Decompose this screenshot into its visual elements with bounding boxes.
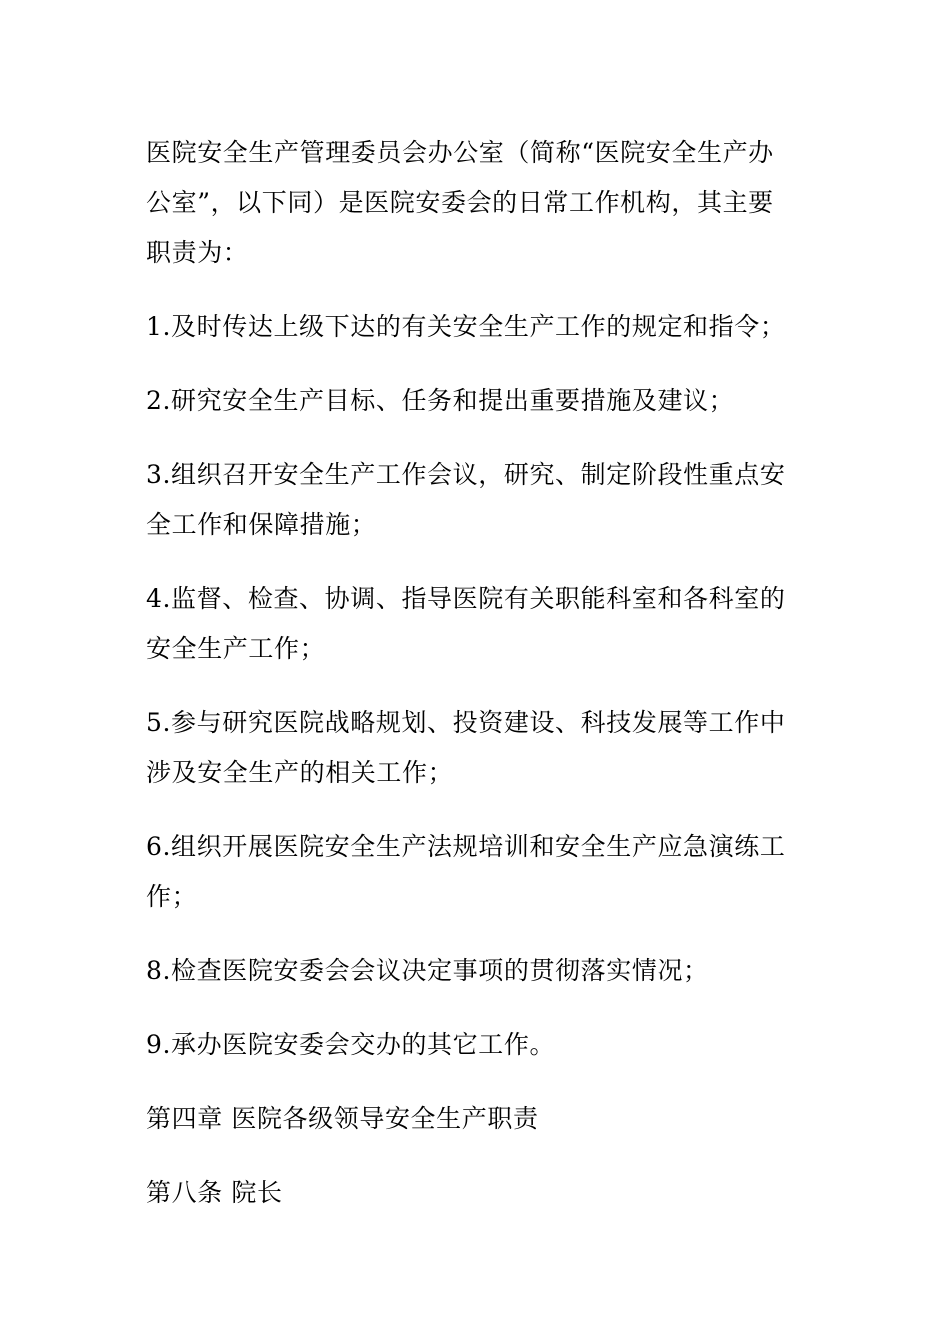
duty-item-5: 5.参与研究医院战略规划、投资建设、科技发展等工作中涉及安全生产的相关工作； [146, 708, 786, 787]
article-heading: 第八条 院长 [146, 1178, 283, 1207]
duty-item-6: 6.组织开展医院安全生产法规培训和安全生产应急演练工作； [146, 832, 786, 911]
document-body [146, 128, 796, 1242]
chapter-heading: 第四章 医院各级领导安全生产职责 [146, 1104, 539, 1133]
duty-item-2: 2.研究安全生产目标、任务和提出重要措施及建议； [146, 386, 735, 415]
office-duties-intro: 医院安全生产管理委员会办公室（简称“医院安全生产办公室”，以下同）是医院安委会的日常工作机构，其主要职责为： [146, 138, 774, 267]
duty-item-9: 9.承办医院安委会交办的其它工作。 [146, 1030, 556, 1059]
duty-item-1: 1.及时传达上级下达的有关安全生产工作的规定和指令； [146, 312, 786, 341]
duty-item-3: 3.组织召开安全生产工作会议，研究、制定阶段性重点安全工作和保障措施； [146, 460, 786, 539]
duty-item-4: 4.监督、检查、协调、指导医院有关职能科室和各科室的安全生产工作； [146, 584, 786, 663]
duty-item-8: 8.检查医院安委会会议决定事项的贯彻落实情况； [146, 956, 709, 985]
